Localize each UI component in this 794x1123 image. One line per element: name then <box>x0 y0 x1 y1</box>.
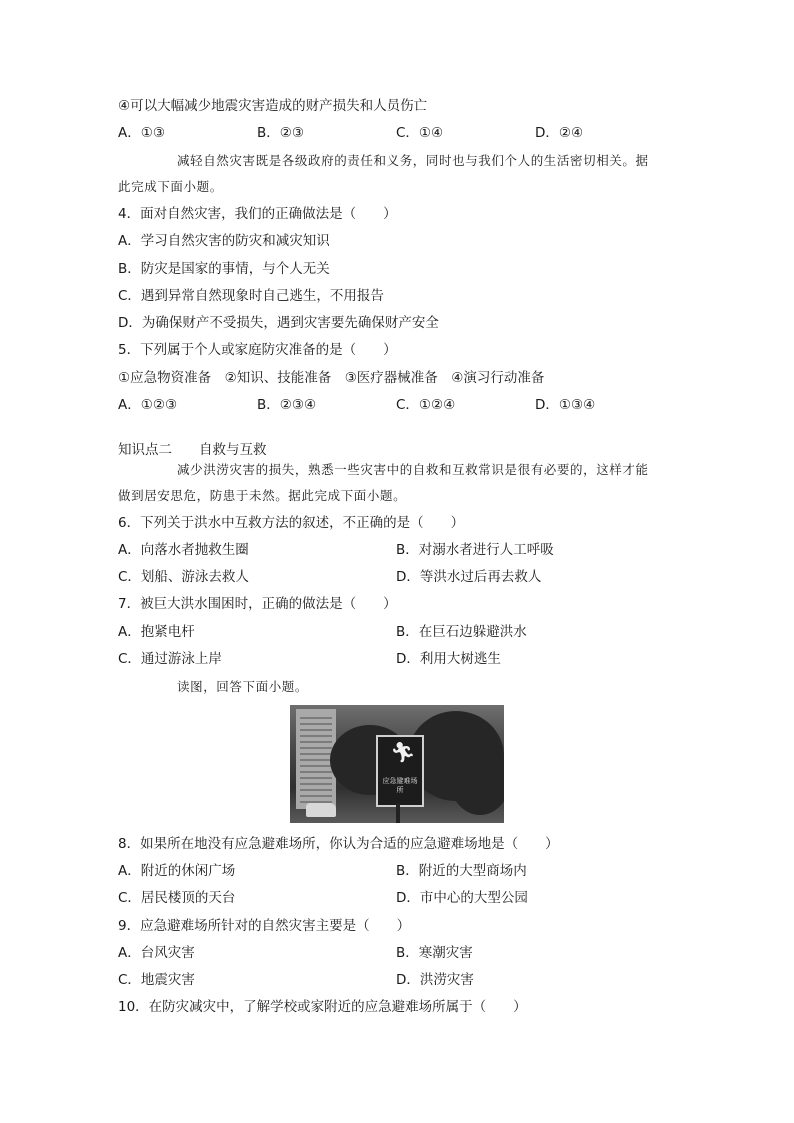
evacuation-site-photo <box>290 705 504 823</box>
q3-option-d[interactable]: D．②④ <box>535 125 584 141</box>
intro-paragraph-2b: 做到居安思危，防患于未然。据此完成下面小题。 <box>118 488 407 503</box>
evacuation-sign <box>376 735 424 807</box>
car <box>306 803 336 817</box>
q3-option-c[interactable]: C．①④ <box>396 125 444 141</box>
intro-paragraph-1a: 减轻自然灾害既是各级政府的责任和义务，同时也与我们个人的生活密切相关。据 <box>177 153 649 168</box>
q6-option-d[interactable]: D．等洪水过后再去救人 <box>396 569 542 585</box>
q4-option-d[interactable]: D．为确保财产不受损失，遇到灾害要先确保财产安全 <box>118 315 439 331</box>
q8-stem: 8．如果所在地没有应急避难场所，你认为合适的应急避难场地是（ ） <box>118 836 559 852</box>
q4-option-a[interactable]: A．学习自然灾害的防灾和减灾知识 <box>118 233 330 249</box>
q6-option-b[interactable]: B．对溺水者进行人工呼吸 <box>396 542 554 558</box>
section-heading: 知识点二 自救与互救 <box>118 442 267 458</box>
q6-option-a[interactable]: A．向落水者抛救生圈 <box>118 542 249 558</box>
q9-option-b[interactable]: B．寒潮灾害 <box>396 945 473 961</box>
q7-option-a[interactable]: A．抱紧电杆 <box>118 624 195 640</box>
q5-option-d[interactable]: D．①③④ <box>535 397 596 413</box>
q4-option-c[interactable]: C．遇到异常自然现象时自己逃生，不用报告 <box>118 288 384 304</box>
intro-paragraph-1b: 此完成下面小题。 <box>118 179 223 194</box>
q6-option-c[interactable]: C．划船、游泳去救人 <box>118 569 249 585</box>
q5-option-a[interactable]: A．①②③ <box>118 397 178 413</box>
q8-option-b[interactable]: B．附近的大型商场内 <box>396 863 527 879</box>
q7-option-c[interactable]: C．通过游泳上岸 <box>118 651 222 667</box>
q8-option-d[interactable]: D．市中心的大型公园 <box>396 890 528 906</box>
q3-option-b[interactable]: B．②③ <box>257 125 304 141</box>
intro-paragraph-3: 读图，回答下面小题。 <box>177 679 309 694</box>
q5-items: ①应急物资准备 ②知识、技能准备 ③医疗器械准备 ④演习行动准备 <box>118 370 545 386</box>
q8-option-c[interactable]: C．居民楼顶的天台 <box>118 890 236 906</box>
q9-option-a[interactable]: A．台风灾害 <box>118 945 195 961</box>
q8-option-a[interactable]: A．附近的休闲广场 <box>118 863 236 879</box>
q9-stem: 9．应急避难场所针对的自然灾害主要是（ ） <box>118 918 411 934</box>
q3-option-a[interactable]: A．①③ <box>118 125 165 141</box>
q4-stem: 4．面对自然灾害，我们的正确做法是（ ） <box>118 206 397 222</box>
q7-option-d[interactable]: D．利用大树逃生 <box>396 651 501 667</box>
q9-option-c[interactable]: C．地震灾害 <box>118 972 195 988</box>
sign-text: 应急避难场所 <box>382 777 418 794</box>
intro-paragraph-2a: 减少洪涝灾害的损失，熟悉一些灾害中的自救和互救常识是很有必要的，这样才能 <box>177 462 649 477</box>
tree-canopy <box>450 745 504 815</box>
q4-option-b[interactable]: B．防灾是国家的事情，与个人无关 <box>118 261 330 277</box>
q7-stem: 7．被巨大洪水围困时，正确的做法是（ ） <box>118 596 397 612</box>
q5-stem: 5．下列属于个人或家庭防灾准备的是（ ） <box>118 342 397 358</box>
q5-option-c[interactable]: C．①②④ <box>396 397 456 413</box>
q5-option-b[interactable]: B．②③④ <box>257 397 317 413</box>
running-person-icon: 🏃︎ <box>390 740 416 764</box>
q6-stem: 6．下列关于洪水中互救方法的叙述，不正确的是（ ） <box>118 515 465 531</box>
q3-statement-4: ④可以大幅减少地震灾害造成的财产损失和人员伤亡 <box>118 98 428 114</box>
q9-option-d[interactable]: D．洪涝灾害 <box>396 972 474 988</box>
sign-pole <box>396 803 400 823</box>
q10-stem: 10．在防灾减灾中，了解学校或家附近的应急避难场所属于（ ） <box>118 999 527 1015</box>
q7-option-b[interactable]: B．在巨石边躲避洪水 <box>396 624 527 640</box>
